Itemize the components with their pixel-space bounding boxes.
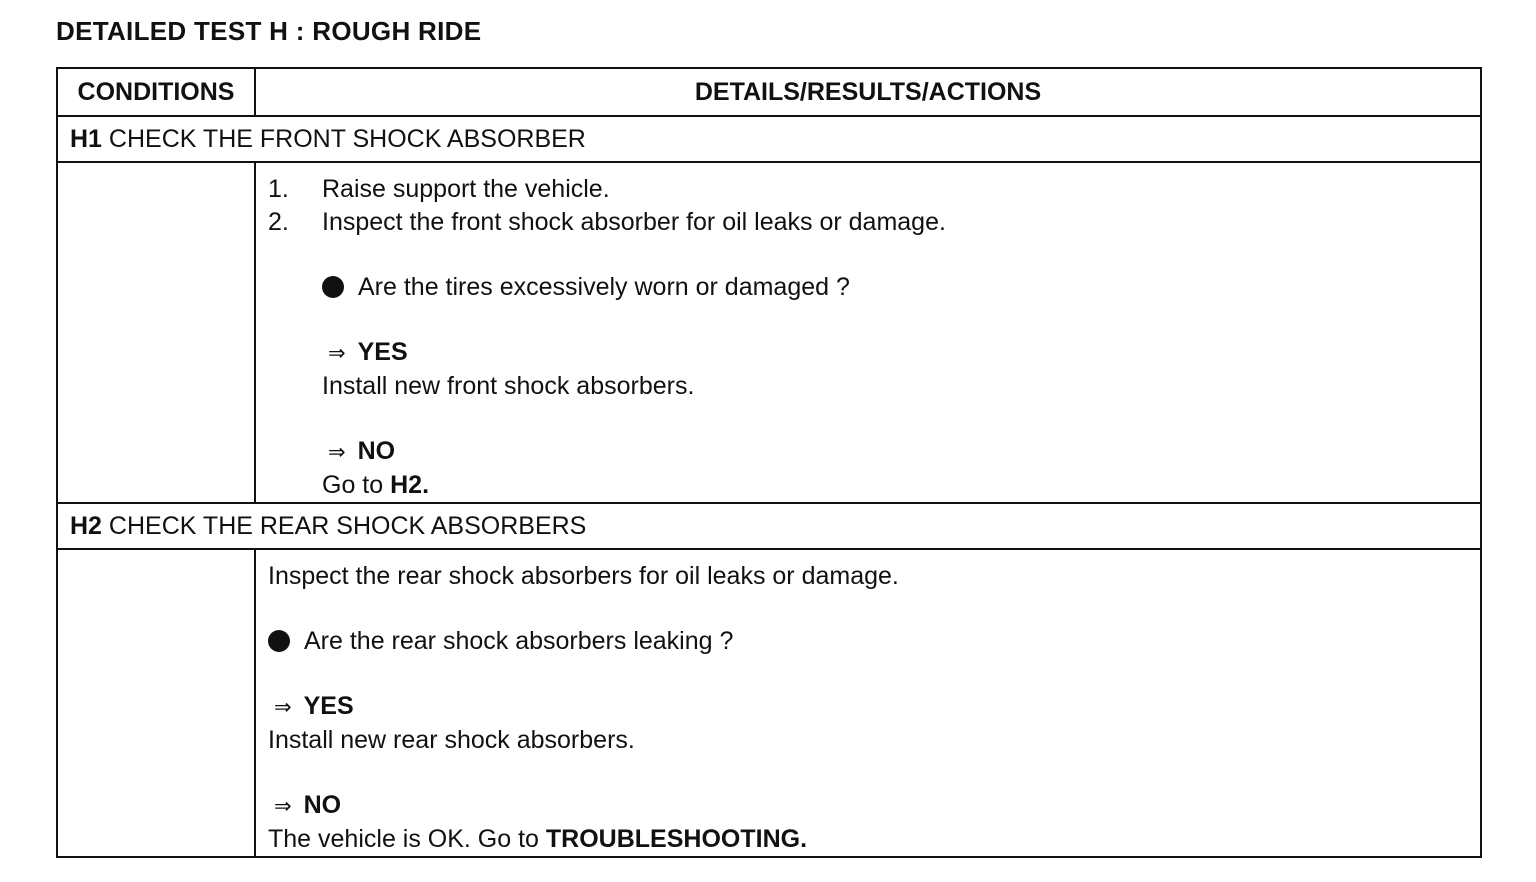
step-h1-yes-action: Install new front shock absorbers. (322, 372, 695, 400)
no-action-target: H2. (390, 471, 430, 499)
step-h2-intro: Inspect the rear shock absorbers for oil leaks or damage. (268, 562, 899, 590)
page-title: DETAILED TEST H : ROUGH RIDE (56, 16, 482, 46)
list-item-number: 1. (268, 175, 289, 203)
list-item (268, 173, 1480, 206)
no-action-target: TROUBLESHOOTING. (545, 825, 808, 853)
step-h2-heading-row (57, 503, 1481, 549)
step-h2-body-row (57, 549, 1481, 857)
step-h2-heading: CHECK THE REAR SHOCK ABSORBERS (108, 511, 587, 540)
double-arrow-right-icon: ⇒ (274, 696, 292, 719)
step-h2-conditions-cell (57, 549, 255, 857)
double-arrow-right-icon: ⇒ (274, 795, 292, 818)
step-h1-details-cell (255, 162, 1481, 503)
list-item (268, 206, 1480, 239)
step-h1-id: H1 (70, 124, 102, 153)
step-h1-conditions-cell (57, 162, 255, 503)
yes-label: YES (303, 692, 354, 720)
filled-circle-icon (268, 630, 290, 652)
list-item-text: Raise support the vehicle. (322, 175, 610, 203)
no-label: NO (357, 437, 396, 465)
question-text: Are the tires excessively worn or damaged ? (358, 273, 850, 301)
step-h2-details-cell (255, 549, 1481, 857)
filled-circle-icon (322, 276, 344, 298)
table-header-row (57, 68, 1481, 116)
step-h2-id: H2 (70, 511, 102, 540)
double-arrow-right-icon: ⇒ (328, 441, 346, 464)
step-h2-yes-result (268, 690, 1480, 724)
no-label: NO (303, 791, 342, 819)
step-h2-no-action (268, 823, 1480, 856)
no-action-prefix: The vehicle is OK. Go to (268, 825, 539, 853)
question-text: Are the rear shock absorbers leaking ? (304, 627, 734, 655)
details-header: DETAILS/RESULTS/ACTIONS (255, 68, 1481, 116)
step-h1-no-result (268, 435, 1480, 469)
step-h1-question (268, 271, 1480, 304)
step-h1-heading: CHECK THE FRONT SHOCK ABSORBER (108, 124, 586, 153)
double-arrow-right-icon: ⇒ (328, 342, 346, 365)
conditions-header: CONDITIONS (57, 68, 255, 116)
list-item-text: Inspect the front shock absorber for oil leaks or damage. (322, 208, 946, 236)
no-action-prefix: Go to (322, 471, 384, 499)
step-h2-yes-action: Install new rear shock absorbers. (268, 726, 635, 754)
list-item-number: 2. (268, 208, 289, 236)
step-h1-body-row (57, 162, 1481, 503)
step-h2-no-result (268, 789, 1480, 823)
step-h1-no-action (268, 469, 1480, 502)
step-h1-heading-row (57, 116, 1481, 162)
step-h2-question (268, 625, 1480, 658)
yes-label: YES (357, 338, 408, 366)
step-h1-yes-result (268, 336, 1480, 370)
detailed-test-table (56, 67, 1482, 858)
